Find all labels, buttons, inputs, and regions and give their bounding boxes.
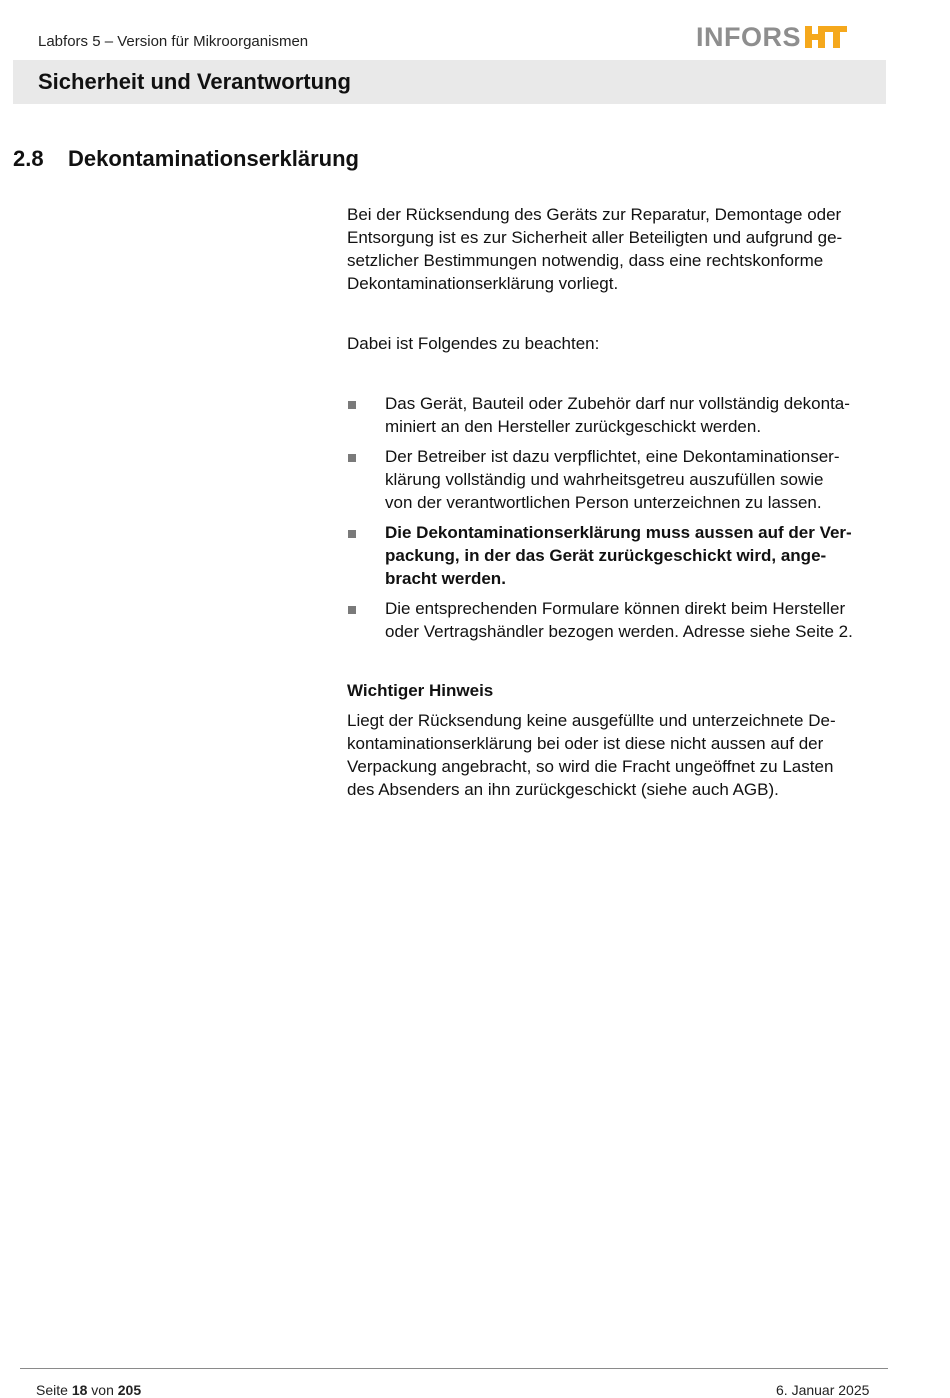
square-bullet-icon (348, 401, 356, 409)
list-item: Der Betreiber ist dazu verpflichtet, eine Dekontaminationser- klärung vollständig und wahrheitsgetreu auszufüllen sowie von der verantwortlichen Person unterzeichnen zu lassen. (347, 445, 892, 514)
intro-line: setzlicher Bestimmungen notwendig, dass eine rechtskonforme (347, 251, 824, 270)
list-lead-text: Dabei ist Folgendes zu beachten: (347, 334, 600, 353)
list-item: Die entsprechenden Formulare können direkt beim Hersteller oder Vertragshändler bezogen werden. Adresse siehe Seite 2. (347, 597, 892, 643)
intro-line: Dekontaminationserklärung vorliegt. (347, 274, 619, 293)
section-heading (13, 146, 359, 172)
footer-divider (20, 1368, 888, 1369)
logo-wordmark: INFORS (696, 21, 802, 52)
important-note-text: Liegt der Rücksendung keine ausgefüllte und unterzeichnete De- kontaminationserklärung bei oder ist diese nicht aussen auf der Verpackung angebracht, so wird die Fracht ungeöffnet zu Lasten des Absenders an ihn zurückgeschickt (siehe auch AGB). (347, 711, 836, 799)
total-pages: 205 (117, 1382, 142, 1398)
document-title: Labfors 5 – Version für Mikroorganismen (38, 33, 309, 50)
square-bullet-icon (348, 454, 356, 462)
important-note-title: Wichtiger Hinweis (347, 681, 494, 700)
current-page-number: 18 (71, 1382, 88, 1398)
intro-line: Bei der Rücksendung des Geräts zur Reparatur, Demontage oder (347, 205, 842, 224)
square-bullet-icon (348, 606, 356, 614)
page-counter: Seite 18 von 205 (36, 1382, 142, 1398)
document-date: 6. Januar 2025 (776, 1382, 870, 1398)
section-title: Dekontaminationserklärung (68, 146, 359, 171)
chapter-header-bar (13, 60, 886, 104)
square-bullet-icon (348, 530, 356, 538)
section-body (347, 203, 892, 801)
intro-paragraph (347, 203, 892, 295)
requirements-list (347, 392, 892, 643)
chapter-title: Sicherheit und Verantwortung (38, 69, 351, 94)
list-item: Das Gerät, Bauteil oder Zubehör darf nur vollständig dekonta- miniert an den Hersteller zurückgeschickt werden. (347, 392, 892, 438)
intro-line: Entsorgung ist es zur Sicherheit aller Beteiligten und aufgrund ge- (347, 228, 843, 247)
section-number: 2.8 (13, 146, 44, 171)
infors-ht-logo (696, 22, 849, 52)
list-item-emphasized: Die Dekontaminationserklärung muss aussen auf der Ver- packung, in der das Gerät zurückgeschickt wird, ange- bracht werden. (347, 521, 892, 590)
ht-logo-icon (805, 24, 849, 50)
